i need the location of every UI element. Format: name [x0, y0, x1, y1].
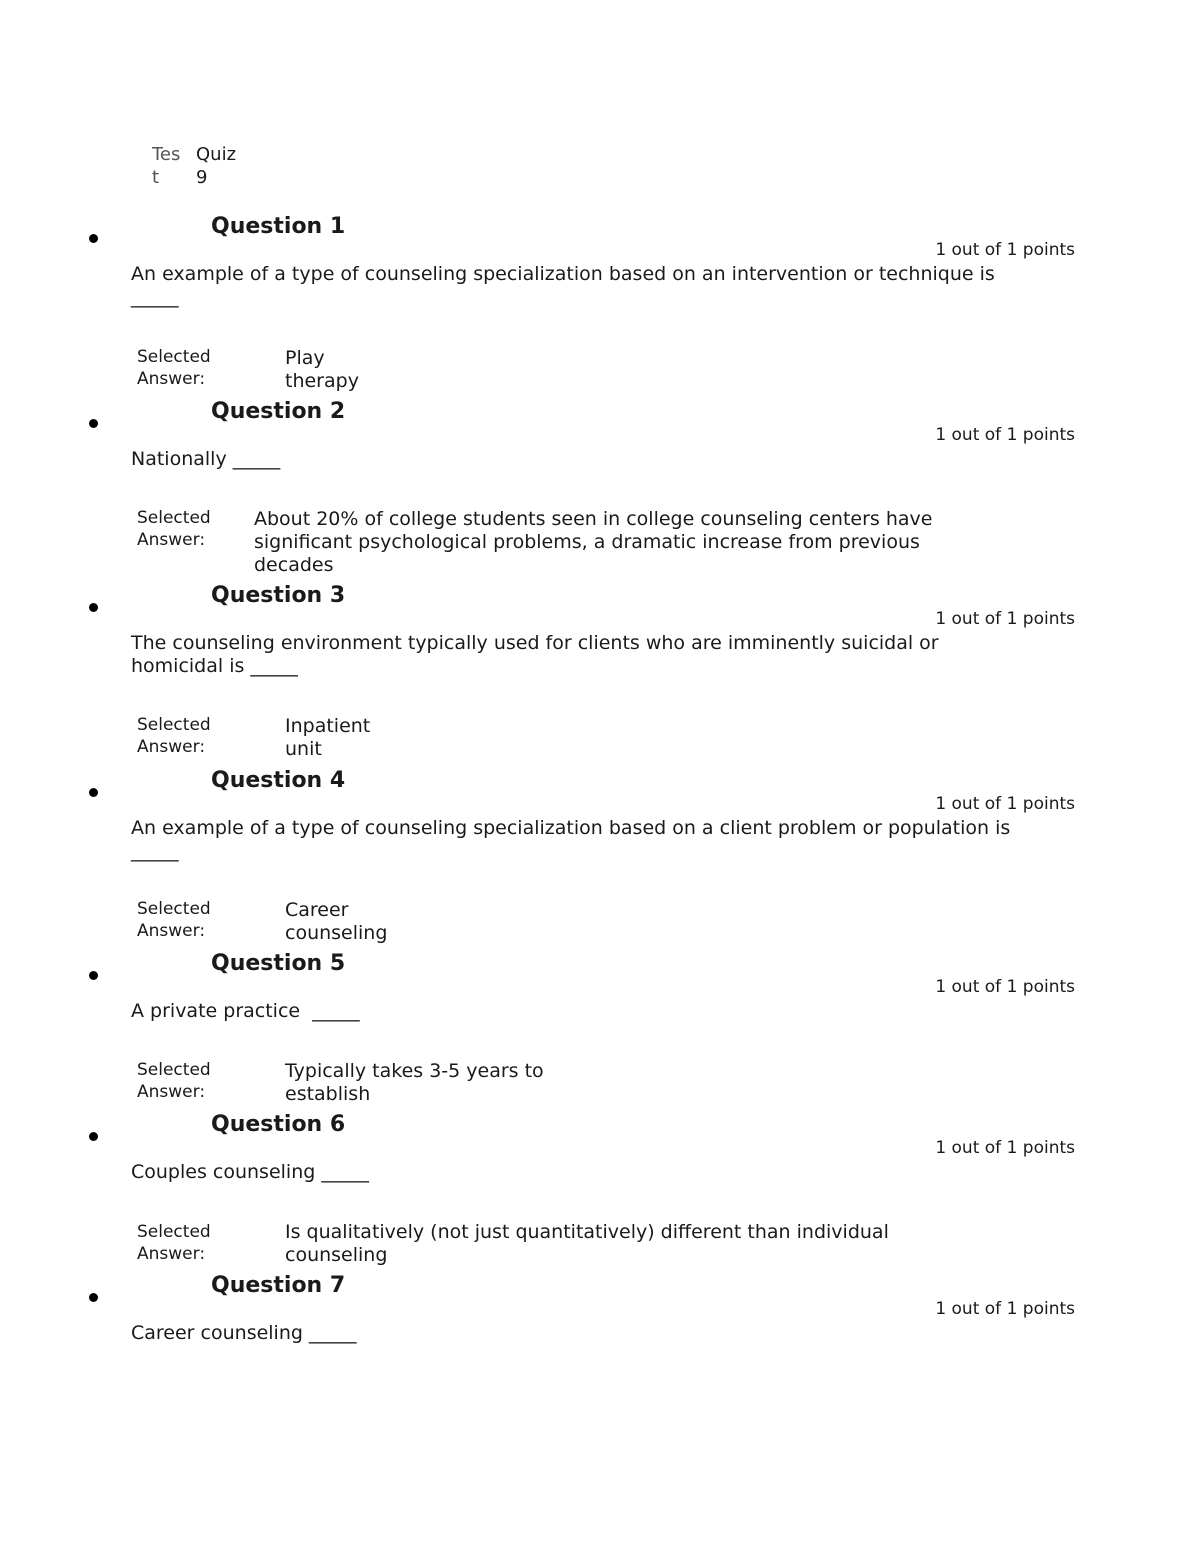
bullet-icon — [89, 1132, 98, 1141]
question-title: Question 2 — [211, 399, 346, 424]
quiz-header — [152, 143, 244, 189]
selected-answer-label: Selected Answer: — [137, 715, 211, 757]
bullet-icon — [89, 419, 98, 428]
selected-answer: About 20% of college students seen in college counseling centers have significant psychological problems, a dramatic increase from previous decades — [254, 508, 933, 576]
question-points: 1 out of 1 points — [935, 1299, 1075, 1319]
selected-answer-label: Selected Answer: — [137, 347, 211, 389]
question-points: 1 out of 1 points — [935, 977, 1075, 997]
selected-answer: Inpatient unit — [285, 715, 371, 760]
question-points: 1 out of 1 points — [935, 794, 1075, 814]
selected-answer: Play therapy — [285, 347, 359, 392]
selected-answer-label: Selected Answer: — [137, 1222, 211, 1264]
selected-answer: Typically takes 3-5 years to establish — [285, 1060, 544, 1105]
question-text: Couples counseling _____ — [131, 1161, 369, 1183]
question-text: The counseling environment typically used for clients who are imminently suicidal or homicidal is _____ — [131, 632, 939, 677]
question-points: 1 out of 1 points — [935, 1138, 1075, 1158]
bullet-icon — [89, 603, 98, 612]
question-text: An example of a type of counseling specialization based on a client problem or population is _____ — [131, 817, 1011, 862]
question-title: Question 7 — [211, 1273, 346, 1298]
question-title: Question 1 — [211, 214, 346, 239]
bullet-icon — [89, 971, 98, 980]
question-title: Question 6 — [211, 1112, 346, 1137]
question-title: Question 3 — [211, 583, 346, 608]
quiz-label: Quiz 9 — [196, 144, 237, 188]
question-points: 1 out of 1 points — [935, 425, 1075, 445]
question-text: A private practice _____ — [131, 1000, 360, 1022]
question-title: Question 5 — [211, 951, 346, 976]
question-points: 1 out of 1 points — [935, 609, 1075, 629]
selected-answer-label: Selected Answer: — [137, 899, 211, 941]
question-text: Career counseling _____ — [131, 1322, 357, 1344]
test-label: Test — [152, 144, 181, 188]
selected-answer: Career counseling — [285, 899, 388, 944]
selected-answer-label: Selected Answer: — [137, 1060, 211, 1102]
question-title: Question 4 — [211, 768, 346, 793]
bullet-icon — [89, 788, 98, 797]
bullet-icon — [89, 234, 98, 243]
question-text: An example of a type of counseling specialization based on an intervention or technique is _____ — [131, 263, 995, 308]
question-points: 1 out of 1 points — [935, 240, 1075, 260]
bullet-icon — [89, 1293, 98, 1302]
selected-answer: Is qualitatively (not just quantitatively) different than individual counseling — [285, 1221, 889, 1266]
question-text: Nationally _____ — [131, 448, 281, 470]
selected-answer-label: Selected Answer: — [137, 508, 211, 550]
